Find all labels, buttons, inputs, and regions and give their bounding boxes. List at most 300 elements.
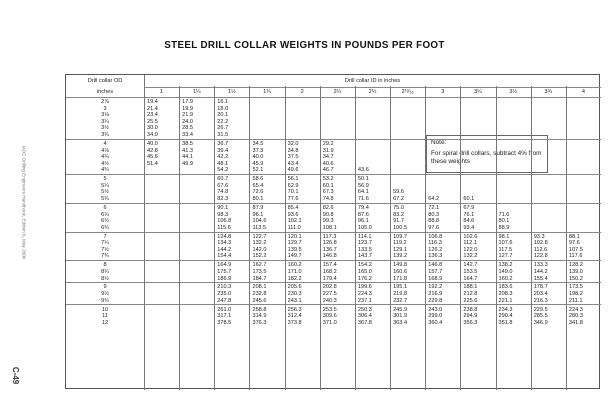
weight-value: 240.3 xyxy=(322,297,337,304)
weight-value: 285.5 xyxy=(533,313,548,320)
weight-value: 18.0 xyxy=(217,105,229,112)
column-divider xyxy=(566,86,567,390)
od-value: 4⅛ xyxy=(101,147,109,154)
od-value: 6 xyxy=(103,204,107,211)
row-divider xyxy=(66,139,601,140)
weight-value: 224.3 xyxy=(568,306,583,313)
weight-value: 247.8 xyxy=(217,297,232,304)
spiral-note-box xyxy=(426,135,548,173)
weight-value: 129.7 xyxy=(287,240,302,247)
weight-value: 216.9 xyxy=(428,291,443,297)
weight-value: 72.6 xyxy=(252,189,264,196)
id-column-header: 2¹³⁄₁₆ xyxy=(401,89,414,95)
weight-value: 136.3 xyxy=(428,253,443,260)
weight-value: 49.9 xyxy=(182,160,194,167)
weight-value: 74.8 xyxy=(217,189,229,196)
weight-value: 54.2 xyxy=(217,167,229,174)
weight-value: 234.3 xyxy=(498,306,513,313)
weight-value: 93.6 xyxy=(287,211,299,218)
weight-value: 306.4 xyxy=(357,313,372,320)
weight-value: 53.2 xyxy=(322,176,334,183)
row-divider xyxy=(66,304,601,305)
weight-value: 25.5 xyxy=(147,118,158,125)
weight-value: 192.2 xyxy=(428,284,443,291)
weight-value: 39.4 xyxy=(217,147,229,154)
weight-value: 183.6 xyxy=(498,284,513,291)
weight-value: 102.1 xyxy=(287,218,302,225)
weight-value: 360.4 xyxy=(428,319,443,326)
drill-collar-weight-table xyxy=(65,74,600,389)
weight-value: 45.9 xyxy=(252,160,264,167)
weight-value: 90.1 xyxy=(217,204,229,211)
weight-value: 88.1 xyxy=(568,233,580,240)
weight-value: 43.4 xyxy=(287,160,299,167)
weight-value: 376.3 xyxy=(252,319,267,326)
column-divider xyxy=(285,86,286,390)
weight-value: 100.5 xyxy=(393,224,408,231)
weight-value: 84.6 xyxy=(463,218,475,225)
weight-value: 82.6 xyxy=(322,204,334,211)
weight-value: 132.2 xyxy=(252,240,267,247)
note-title: Note: xyxy=(431,139,447,146)
weight-value: 93.3 xyxy=(533,233,545,240)
weight-value: 212.8 xyxy=(463,291,478,297)
weight-value: 62.9 xyxy=(287,182,299,189)
row-divider xyxy=(66,260,601,261)
weight-value: 91.7 xyxy=(393,218,404,225)
id-column-header: 3¾ xyxy=(544,89,553,95)
column-divider xyxy=(249,86,250,390)
weight-value: 96.1 xyxy=(357,218,369,225)
row-divider xyxy=(66,174,601,175)
weight-value: 105.0 xyxy=(357,224,372,231)
weight-value: 371.0 xyxy=(322,319,337,326)
weight-value: 64.1 xyxy=(357,189,369,196)
weight-value: 367.8 xyxy=(357,319,372,326)
weight-value: 232.7 xyxy=(393,297,408,304)
weight-value: 19.9 xyxy=(182,105,194,112)
od-value: 3¼ xyxy=(101,118,109,125)
weight-value: 60.1 xyxy=(463,196,475,202)
od-value: 7 xyxy=(103,233,107,240)
weight-value: 117.3 xyxy=(322,233,337,240)
od-value: 2⅞ xyxy=(101,99,109,105)
id-column-header: 1¾ xyxy=(263,89,271,95)
weight-value: 378.5 xyxy=(217,319,232,326)
weight-value: 173.5 xyxy=(568,284,583,291)
weight-value: 229.5 xyxy=(533,306,548,313)
weight-value: 122.8 xyxy=(533,253,548,260)
row-divider xyxy=(66,282,601,283)
od-value: 7¼ xyxy=(101,240,109,247)
weight-value: 133.3 xyxy=(533,262,548,269)
page-title: STEEL DRILL COLLAR WEIGHTS IN POUNDS PER FOOT xyxy=(164,40,445,51)
weight-value: 122.7 xyxy=(252,233,267,240)
weight-value: 74.8 xyxy=(322,196,334,202)
weight-value: 34.8 xyxy=(287,147,299,154)
weight-value: 144.2 xyxy=(217,246,232,253)
weight-value: 126.8 xyxy=(322,240,337,247)
weight-value: 120.1 xyxy=(287,233,302,240)
weight-value: 23.4 xyxy=(147,112,158,119)
weight-value: 80.1 xyxy=(498,218,510,225)
od-value: 4¾ xyxy=(101,167,109,174)
weight-value: 80.1 xyxy=(252,196,264,202)
page-number xyxy=(6,364,26,386)
weight-value: 67.2 xyxy=(393,196,404,202)
weight-value: 186.9 xyxy=(217,275,232,282)
weight-value: 37.3 xyxy=(252,147,264,154)
weight-value: 176.2 xyxy=(357,275,372,282)
weight-value: 67.6 xyxy=(217,182,229,189)
weight-value: 102.6 xyxy=(463,233,478,240)
weight-value: 243.0 xyxy=(428,306,443,313)
column-divider xyxy=(425,86,426,390)
weight-value: 139.2 xyxy=(393,253,408,260)
weight-value: 102.8 xyxy=(533,240,548,247)
weight-value: 164.9 xyxy=(217,262,232,269)
od-value: 5 xyxy=(103,176,107,183)
weight-value: 106.8 xyxy=(428,233,443,240)
header-od-unit: inches xyxy=(96,89,114,95)
row-divider xyxy=(144,87,601,88)
weight-value: 195.1 xyxy=(393,284,408,291)
weight-value: 96.1 xyxy=(252,211,264,218)
weight-value: 205.6 xyxy=(287,284,302,291)
od-value: 8½ xyxy=(101,275,109,282)
weight-value: 36.7 xyxy=(217,140,229,147)
od-value: 9 xyxy=(103,284,107,291)
weight-value: 230.3 xyxy=(287,291,302,297)
weight-value: 258.8 xyxy=(252,306,267,313)
od-value: 8 xyxy=(103,262,107,269)
weight-value: 294.9 xyxy=(463,313,478,320)
weight-value: 17.9 xyxy=(182,99,194,105)
weight-value: 52.1 xyxy=(252,167,264,174)
weight-value: 98.1 xyxy=(498,233,510,240)
od-value: 12 xyxy=(101,319,109,326)
od-value: 9¾ xyxy=(101,297,109,304)
weight-value: 99.3 xyxy=(322,218,334,225)
od-value: 6¼ xyxy=(101,211,109,218)
weight-value: 107.6 xyxy=(498,240,513,247)
weight-value: 109.7 xyxy=(393,233,408,240)
od-value: 3¾ xyxy=(101,132,109,138)
weight-value: 104.6 xyxy=(252,218,267,225)
id-column-header: 3½ xyxy=(509,89,517,95)
weight-value: 199.6 xyxy=(357,284,372,291)
weight-value: 117.6 xyxy=(568,253,583,260)
weight-value: 38.5 xyxy=(182,140,194,147)
weight-value: 133.5 xyxy=(357,246,372,253)
column-divider xyxy=(390,86,391,390)
column-divider xyxy=(320,86,321,390)
weight-value: 16.1 xyxy=(217,99,229,105)
od-value: 3 xyxy=(103,105,107,112)
weight-value: 150.2 xyxy=(568,275,583,282)
weight-value: 232.8 xyxy=(252,291,267,297)
weight-value: 146.8 xyxy=(428,262,443,269)
od-value: 9½ xyxy=(101,291,109,297)
weight-value: 42.2 xyxy=(217,154,229,161)
weight-value: 142.7 xyxy=(463,262,478,269)
weight-value: 21.9 xyxy=(182,112,194,119)
weight-value: 142.0 xyxy=(252,246,267,253)
weight-value: 198.2 xyxy=(568,291,583,297)
id-column-header: 1½ xyxy=(227,89,236,95)
weight-value: 346.9 xyxy=(533,319,548,326)
weight-value: 82.3 xyxy=(217,196,229,202)
header-od-label: Drill collar OD xyxy=(87,78,123,84)
weight-value: 164.7 xyxy=(463,275,478,282)
weight-value: 88.8 xyxy=(428,218,440,225)
weight-value: 134.3 xyxy=(217,240,232,247)
weight-value: 132.2 xyxy=(463,253,478,260)
weight-value: 314.9 xyxy=(252,313,267,320)
weight-value: 72.1 xyxy=(428,204,440,211)
weight-value: 33.4 xyxy=(182,132,194,138)
weight-value: 28.5 xyxy=(182,125,194,132)
weight-value: 83.2 xyxy=(393,211,404,218)
weight-value: 245.9 xyxy=(393,306,408,313)
id-column-header: 3 xyxy=(441,89,445,95)
weight-value: 160.6 xyxy=(393,268,408,275)
weight-value: 155.4 xyxy=(533,275,548,282)
weight-value: 88.9 xyxy=(498,224,510,231)
weight-value: 225.6 xyxy=(463,297,478,304)
column-divider xyxy=(144,75,145,390)
weight-value: 67.3 xyxy=(322,189,334,196)
weight-value: 221.1 xyxy=(498,297,513,304)
weight-value: 351.8 xyxy=(498,319,513,326)
weight-value: 40.6 xyxy=(322,160,334,167)
weight-value: 90.8 xyxy=(322,211,334,218)
weight-value: 175.7 xyxy=(217,268,232,275)
weight-value: 149.8 xyxy=(393,262,408,269)
weight-value: 85.4 xyxy=(287,204,299,211)
weight-value: 243.1 xyxy=(287,297,302,304)
od-value: 11 xyxy=(102,313,108,320)
weight-value: 143.7 xyxy=(357,253,372,260)
weight-value: 40.0 xyxy=(147,140,158,147)
weight-value: 115.6 xyxy=(217,224,231,231)
weight-value: 76.1 xyxy=(463,211,475,218)
weight-value: 235.0 xyxy=(217,291,232,297)
column-divider xyxy=(214,86,215,390)
weight-value: 48.1 xyxy=(217,160,229,167)
weight-value: 299.0 xyxy=(428,313,443,320)
weight-value: 179.4 xyxy=(322,275,337,282)
weight-value: 138.2 xyxy=(498,262,513,269)
weight-value: 31.9 xyxy=(322,147,334,154)
id-column-header: 2 xyxy=(300,89,304,95)
weight-value: 182.2 xyxy=(287,275,302,282)
weight-value: 93.4 xyxy=(463,224,475,231)
weight-value: 149.7 xyxy=(287,253,302,260)
weight-value: 128.2 xyxy=(568,262,583,269)
weight-value: 108.1 xyxy=(322,224,337,231)
weight-value: 42.8 xyxy=(147,147,158,154)
weight-value: 34.7 xyxy=(322,154,334,161)
weight-value: 154.4 xyxy=(217,253,232,260)
weight-value: 41.3 xyxy=(182,147,194,154)
weight-value: 178.7 xyxy=(533,284,548,291)
weight-value: 40.0 xyxy=(252,154,264,161)
weight-value: 229.8 xyxy=(428,297,443,304)
weight-value: 20.1 xyxy=(217,112,229,119)
weight-value: 97.6 xyxy=(428,224,440,231)
weight-value: 46.7 xyxy=(322,167,334,174)
weight-value: 112.6 xyxy=(533,246,548,253)
weight-value: 202.8 xyxy=(322,284,337,291)
weight-value: 309.6 xyxy=(322,313,337,320)
weight-value: 149.0 xyxy=(498,268,513,275)
id-column-header: 2½ xyxy=(368,89,377,95)
column-divider xyxy=(355,86,356,390)
weight-value: 216.3 xyxy=(533,297,548,304)
column-divider xyxy=(496,86,497,390)
weight-value: 219.8 xyxy=(393,291,408,297)
weight-value: 111.0 xyxy=(287,224,301,231)
weight-value: 79.4 xyxy=(357,204,369,211)
weight-value: 301.9 xyxy=(393,313,408,320)
od-value: 7¾ xyxy=(101,253,109,260)
weight-value: 146.8 xyxy=(322,253,337,260)
weight-value: 127.7 xyxy=(498,253,513,260)
od-value: 5¾ xyxy=(101,196,109,202)
weight-value: 77.6 xyxy=(287,196,299,202)
weight-value: 126.2 xyxy=(428,246,443,253)
weight-value: 71.6 xyxy=(498,211,510,218)
weight-value: 173.5 xyxy=(252,268,267,275)
column-divider xyxy=(460,86,461,390)
weight-value: 238.8 xyxy=(463,306,478,313)
weight-value: 290.4 xyxy=(498,313,513,320)
id-column-header: 1 xyxy=(160,89,164,95)
weight-value: 317.1 xyxy=(217,313,232,320)
weight-value: 211.1 xyxy=(568,297,583,304)
weight-value: 49.6 xyxy=(287,167,299,174)
id-column-header: 3¼ xyxy=(474,89,482,95)
weight-value: 157.7 xyxy=(428,268,443,275)
weight-value: 98.3 xyxy=(217,211,229,218)
row-divider xyxy=(66,97,601,98)
weight-value: 70.1 xyxy=(287,189,299,196)
weight-value: 171.8 xyxy=(393,275,408,282)
weight-value: 341.8 xyxy=(568,319,583,326)
weight-value: 165.0 xyxy=(357,268,372,275)
weight-value: 139.5 xyxy=(287,246,302,253)
id-column-header: 1¼ xyxy=(192,89,201,95)
weight-value: 24.0 xyxy=(182,118,194,125)
weight-value: 87.9 xyxy=(252,204,264,211)
weight-value: 208.1 xyxy=(252,284,267,291)
id-column-header: 4 xyxy=(581,89,585,95)
header-id-label: Drill collar ID in inches xyxy=(344,78,401,84)
weight-value: 107.5 xyxy=(568,246,583,253)
weight-value: 50.1 xyxy=(357,176,369,183)
weight-value: 280.3 xyxy=(568,313,583,320)
weight-value: 22.2 xyxy=(217,118,229,125)
weight-value: 250.3 xyxy=(357,306,372,313)
od-value: 6½ xyxy=(101,218,109,225)
weight-value: 139.0 xyxy=(568,268,583,275)
weight-value: 71.6 xyxy=(357,196,369,202)
od-value: 5½ xyxy=(101,189,109,196)
weight-value: 106.8 xyxy=(217,218,232,225)
od-value: 4¼ xyxy=(101,154,109,161)
column-divider xyxy=(179,86,180,390)
weight-value: 253.5 xyxy=(322,306,337,313)
weight-value: 56.9 xyxy=(357,182,369,189)
weight-value: 261.0 xyxy=(217,306,232,313)
weight-value: 154.2 xyxy=(357,262,372,269)
row-divider xyxy=(66,232,601,233)
od-value: 4 xyxy=(103,140,107,147)
weight-value: 29.2 xyxy=(322,140,334,147)
weight-value: 97.6 xyxy=(568,240,580,247)
weight-value: 60.7 xyxy=(217,176,229,183)
od-value: 3½ xyxy=(101,125,109,132)
od-value: 4½ xyxy=(101,160,109,167)
side-note: IADC Drilling Engineers Handbook, Edition 6, May 2000 xyxy=(21,145,27,260)
weight-value: 34.5 xyxy=(252,140,264,147)
weight-value: 129.1 xyxy=(393,246,408,253)
weight-value: 87.6 xyxy=(357,211,369,218)
weight-value: 136.7 xyxy=(322,246,337,253)
weight-value: 123.7 xyxy=(357,240,372,247)
weight-value: 51.4 xyxy=(147,160,158,167)
weight-value: 32.0 xyxy=(287,140,299,147)
od-value: 5¼ xyxy=(101,182,109,189)
column-divider xyxy=(531,86,532,390)
od-value: 10 xyxy=(101,306,109,313)
weight-value: 162.7 xyxy=(252,262,267,269)
od-value: 7½ xyxy=(101,246,109,253)
od-value: 6¾ xyxy=(101,224,109,231)
od-value: 3⅛ xyxy=(101,112,109,119)
weight-value: 117.5 xyxy=(498,246,513,253)
weight-value: 144.2 xyxy=(533,268,548,275)
weight-value: 171.0 xyxy=(287,268,302,275)
weight-value: 31.5 xyxy=(217,132,229,138)
weight-value: 168.2 xyxy=(322,268,337,275)
id-column-header: 2¼ xyxy=(333,89,342,95)
note-body: For spiral drill collars, subtract 4% from these weights xyxy=(431,150,542,166)
weight-value: 245.6 xyxy=(252,297,267,304)
weight-value: 153.5 xyxy=(463,268,478,275)
weight-value: 237.1 xyxy=(357,297,372,304)
weight-value: 363.4 xyxy=(393,319,408,326)
weight-value: 34.9 xyxy=(147,132,158,138)
weight-value: 157.4 xyxy=(322,262,337,269)
weight-value: 59.6 xyxy=(393,189,404,196)
weight-value: 19.4 xyxy=(147,99,158,105)
weight-value: 65.4 xyxy=(252,182,264,189)
weight-value: 113.5 xyxy=(252,224,267,231)
weight-value: 45.6 xyxy=(147,154,158,161)
weight-value: 124.8 xyxy=(217,233,232,240)
weight-value: 373.8 xyxy=(287,319,302,326)
weight-value: 312.4 xyxy=(287,313,302,320)
weight-value: 122.0 xyxy=(463,246,478,253)
weight-value: 75.0 xyxy=(393,204,404,211)
weight-value: 203.4 xyxy=(533,291,548,297)
weight-value: 160.2 xyxy=(287,262,302,269)
weight-value: 114.1 xyxy=(357,233,372,240)
weight-value: 119.2 xyxy=(393,240,407,247)
weight-value: 168.9 xyxy=(428,275,443,282)
